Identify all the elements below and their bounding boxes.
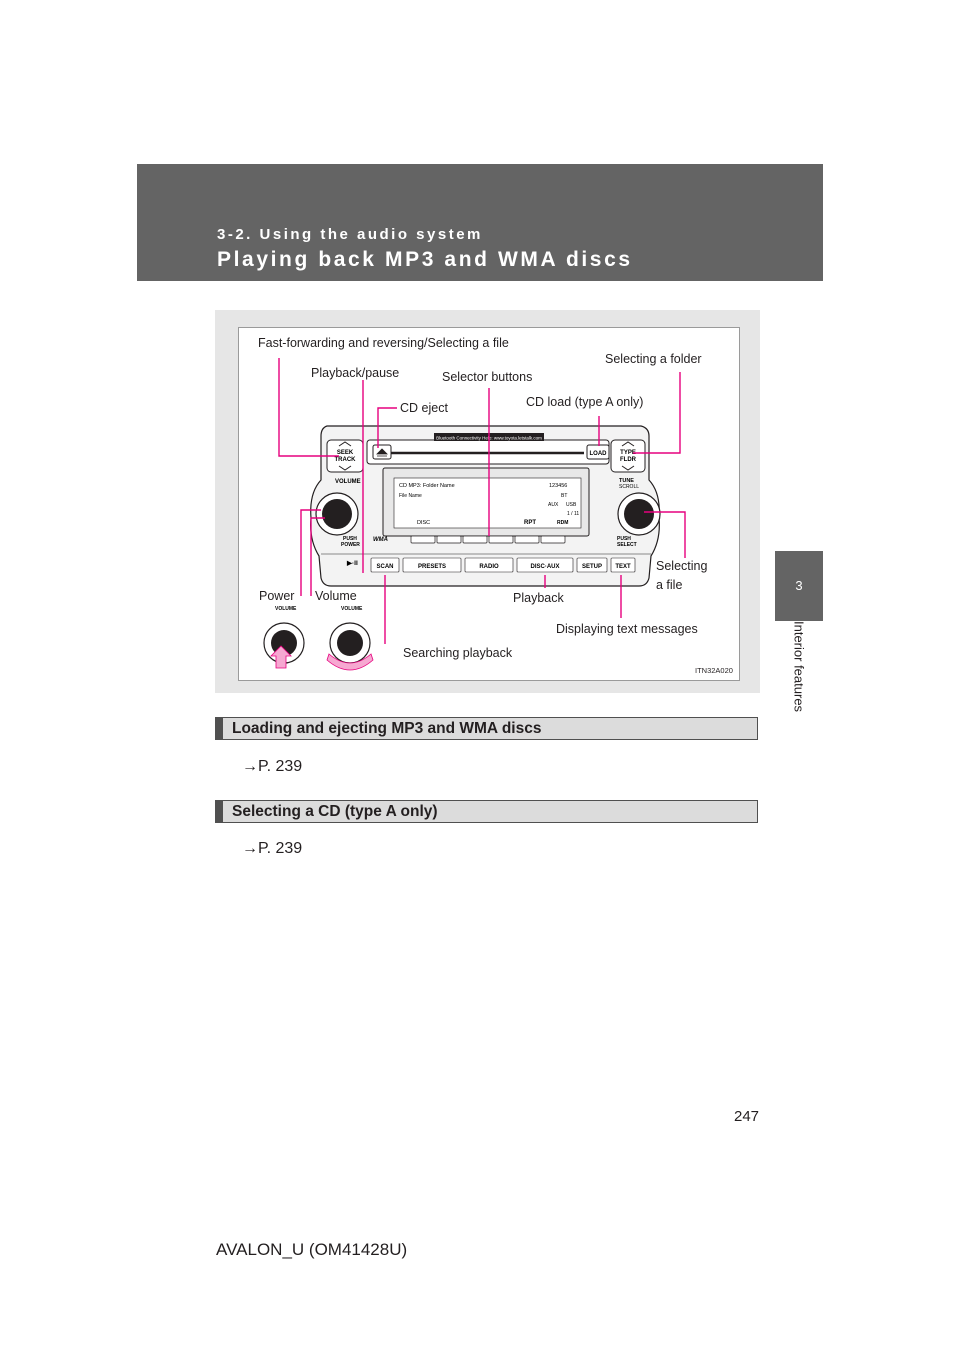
push-label-1: PUSH <box>343 536 357 542</box>
chapter-number: 3 <box>795 578 803 593</box>
screen-channels: 123456 <box>549 483 568 489</box>
type-folder-button <box>611 440 645 472</box>
callout-label-power: Power <box>259 589 295 603</box>
subhead-loading-ejecting-text: Loading and ejecting MP3 and WMA discs <box>232 720 542 737</box>
callout-label-selecting-file-1: Selecting <box>656 559 708 573</box>
screen-rpt: RPT <box>524 520 536 526</box>
selector-button-4 <box>489 536 513 543</box>
callout-label-selecting-file-2: a file <box>656 578 683 592</box>
callout-label-volume: Volume <box>315 589 357 603</box>
selector-button-2 <box>437 536 461 543</box>
volume-knob-inner <box>322 499 352 529</box>
subhead-selecting-cd-text: Selecting a CD (type A only) <box>232 803 438 820</box>
volume-label: VOLUME <box>335 479 361 485</box>
callout-label-cd-eject: CD eject <box>400 401 448 415</box>
callout-label-selecting-folder: Selecting a folder <box>605 352 702 366</box>
callout-label-playback: Playback <box>513 591 564 605</box>
chapter-label-text: Interior features <box>791 621 807 713</box>
chapter-label <box>775 621 823 801</box>
chapter-tab <box>775 551 823 621</box>
scan-label: SCAN <box>376 564 394 570</box>
figure-code: ITN32A020 <box>695 666 733 675</box>
seek-label-2: TRACK <box>334 457 356 463</box>
figure-panel <box>215 310 760 693</box>
screen-file: File Name <box>399 493 422 499</box>
tune-knob-inner <box>624 499 654 529</box>
seek-label-1: SEEK <box>336 450 354 456</box>
callout-label-playback-pause: Playback/pause <box>311 366 400 380</box>
push-label-2: POWER <box>341 542 360 548</box>
bluetooth-strip-text: Bluetooth Connectivity Help: www.toyota.letstalk.com <box>436 435 542 441</box>
type-label-1: TYPE <box>620 450 636 456</box>
radio-label: RADIO <box>479 564 499 570</box>
screen-folder: CD MP3: Folder Name <box>399 483 455 489</box>
figure-frame <box>238 327 740 681</box>
tune-label-2: SCROLL <box>619 484 640 490</box>
wma-logo: WMA <box>373 537 388 543</box>
footer-model-code: AVALON_U (OM41428U) <box>216 1240 408 1259</box>
callout-label-selector-buttons: Selector buttons <box>442 370 533 384</box>
section-label: 3-2. Using the audio system <box>217 226 483 243</box>
volume-knob-inset-inner <box>337 630 363 656</box>
callout-label-searching-playback: Searching playback <box>403 646 513 660</box>
screen-aux: AUX <box>548 502 559 508</box>
selector-button-6 <box>541 536 565 543</box>
type-label-2: FLDR <box>620 457 636 463</box>
inset-volume-label-1: VOLUME <box>275 606 297 612</box>
callout-label-displaying-text: Displaying text messages <box>556 622 698 636</box>
selector-button-5 <box>515 536 539 543</box>
text-label: TEXT <box>615 564 631 570</box>
inset-volume-label-2: VOLUME <box>341 606 363 612</box>
ref-loading-ejecting[interactable]: →P. 239 <box>242 758 303 775</box>
page-title: Playing back MP3 and WMA discs <box>217 248 633 271</box>
select-label-2: SELECT <box>617 542 637 548</box>
callout-label-cd-load: CD load (type A only) <box>526 395 644 409</box>
selector-button-1 <box>411 536 435 543</box>
subhead-selecting-cd <box>215 800 758 823</box>
presets-label: PRESETS <box>417 564 447 570</box>
chapter-header <box>137 164 823 281</box>
disc-aux-label: DISC·AUX <box>530 564 560 570</box>
play-pause-label: ▶·II <box>347 560 358 567</box>
selector-button-3 <box>463 536 487 543</box>
screen-rdm: RDM <box>557 520 569 526</box>
screen-bt: BT <box>561 493 568 499</box>
callout-label-fast-forward: Fast-forwarding and reversing/Selecting a file <box>258 336 509 350</box>
subhead-loading-ejecting <box>215 717 758 740</box>
screen-count: 1 / 11 <box>567 511 580 517</box>
select-label-1: PUSH <box>617 536 631 542</box>
setup-label: SETUP <box>581 564 603 570</box>
tune-label-1: TUNE <box>619 478 634 484</box>
page-number: 247 <box>734 1108 760 1125</box>
load-label: LOAD <box>589 451 607 457</box>
screen-usb: USB <box>566 502 577 508</box>
screen-disc: DISC <box>417 520 431 526</box>
ref-selecting-cd[interactable]: →P. 239 <box>242 840 303 857</box>
